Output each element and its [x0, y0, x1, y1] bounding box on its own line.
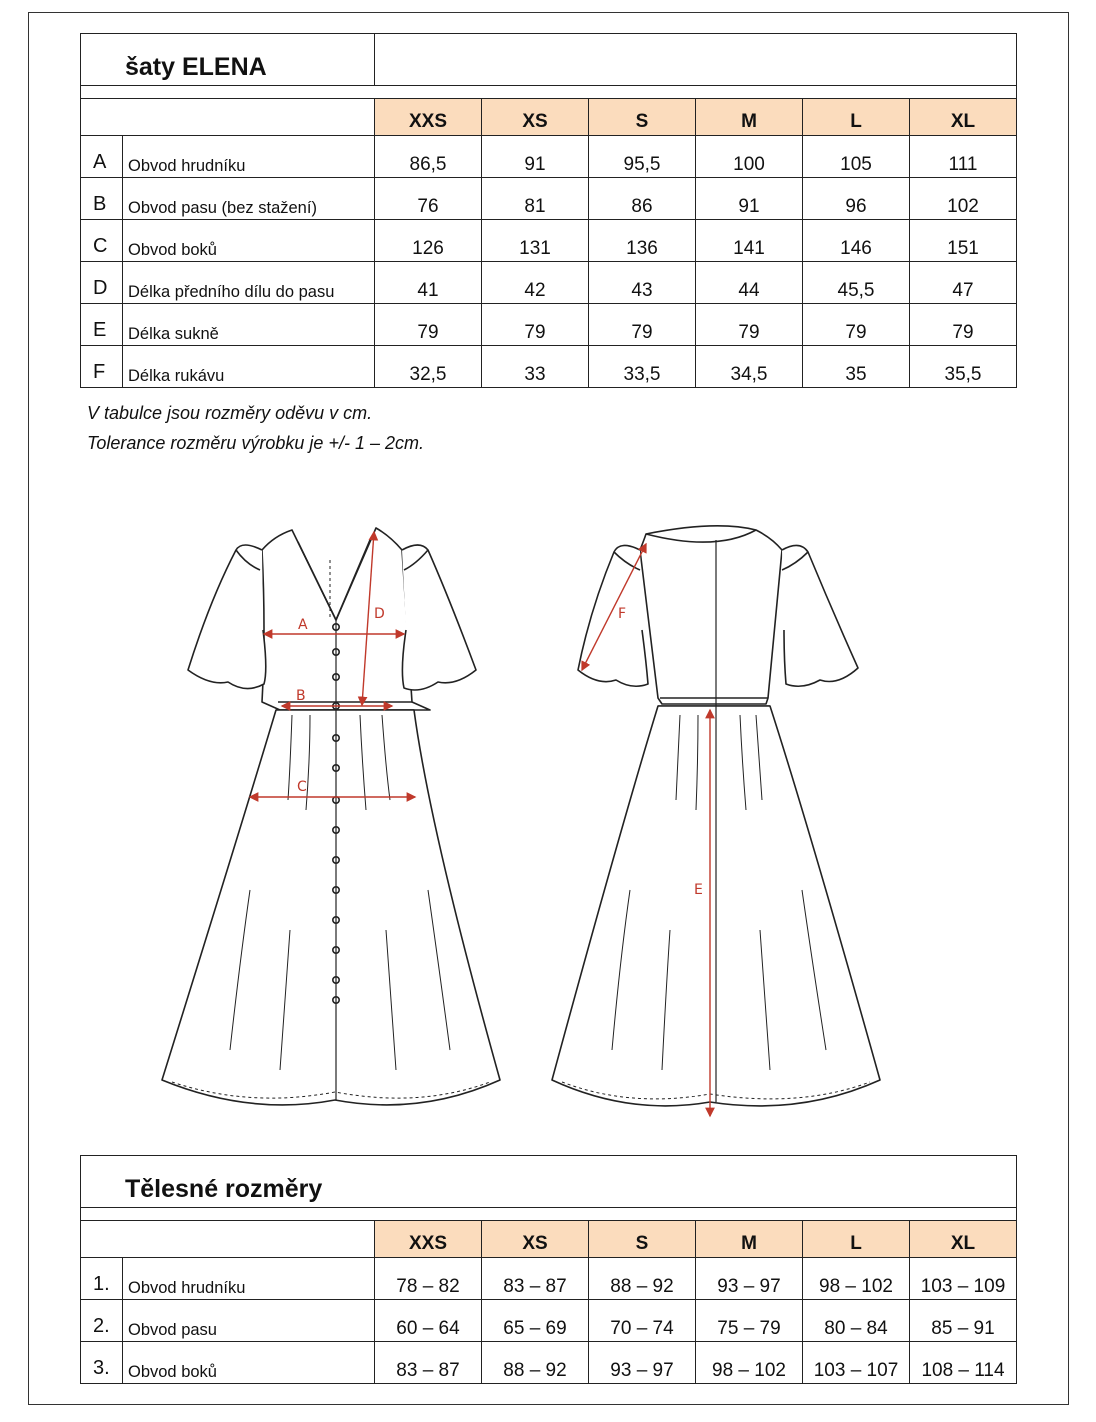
table-cell: 34,5	[696, 346, 803, 388]
size-header-s: S	[589, 99, 696, 136]
table-cell: 41	[375, 262, 482, 304]
row-key: D	[81, 262, 123, 304]
table-cell: 103 – 107	[803, 1342, 910, 1384]
dress-front-view	[162, 528, 500, 1105]
table-cell: 108 – 114	[910, 1342, 1017, 1384]
table-cell: 86,5	[375, 136, 482, 178]
table-cell: 35,5	[910, 346, 1017, 388]
table-cell: 70 – 74	[589, 1300, 696, 1342]
table-cell: 105	[803, 136, 910, 178]
table-row	[81, 136, 1017, 178]
dress-back-view	[552, 526, 880, 1106]
table-cell: 141	[696, 220, 803, 262]
table-row	[81, 262, 1017, 304]
table-cell: 98 – 102	[803, 1258, 910, 1300]
size-header-m: M	[696, 99, 803, 136]
garment-rows	[81, 136, 1017, 388]
garment-size-table	[80, 33, 1017, 388]
table-cell: 88 – 92	[482, 1342, 589, 1384]
row-key: C	[81, 220, 123, 262]
table-cell: 35	[803, 346, 910, 388]
size-header-xl: XL	[910, 99, 1017, 136]
table-cell: 47	[910, 262, 1017, 304]
garment-size-header	[81, 99, 1017, 136]
row-label: Obvod pasu	[123, 1300, 375, 1342]
note-units: V tabulce jsou rozměry oděvu v cm.	[87, 403, 373, 423]
body-size-header-s: S	[589, 1221, 696, 1258]
row-key: 3.	[81, 1342, 123, 1384]
table-cell: 79	[910, 304, 1017, 346]
body-size-table	[80, 1155, 1017, 1384]
row-label: Obvod hrudníku	[123, 1258, 375, 1300]
table-cell: 85 – 91	[910, 1300, 1017, 1342]
table-cell: 33	[482, 346, 589, 388]
table-cell: 65 – 69	[482, 1300, 589, 1342]
table-cell: 88 – 92	[589, 1258, 696, 1300]
body-table-title: Tělesné rozměry	[81, 1156, 1017, 1208]
table-cell: 93 – 97	[589, 1342, 696, 1384]
body-size-header-xs: XS	[482, 1221, 589, 1258]
body-size-header	[81, 1221, 1017, 1258]
table-cell: 33,5	[589, 346, 696, 388]
table-cell: 79	[482, 304, 589, 346]
table-cell: 151	[910, 220, 1017, 262]
table-cell: 45,5	[803, 262, 910, 304]
row-label: Obvod boků	[123, 220, 375, 262]
table-row	[81, 1342, 1017, 1384]
table-cell: 76	[375, 178, 482, 220]
table-cell: 78 – 82	[375, 1258, 482, 1300]
table-cell: 100	[696, 136, 803, 178]
table-row	[81, 304, 1017, 346]
label-b: B	[296, 688, 306, 704]
dress-technical-drawing	[150, 510, 910, 1130]
table-cell: 79	[589, 304, 696, 346]
row-key: F	[81, 346, 123, 388]
label-c: C	[297, 779, 307, 795]
table-cell: 44	[696, 262, 803, 304]
table-cell: 79	[375, 304, 482, 346]
table-cell: 80 – 84	[803, 1300, 910, 1342]
body-size-header-m: M	[696, 1221, 803, 1258]
table-cell: 43	[589, 262, 696, 304]
table-cell: 131	[482, 220, 589, 262]
row-label: Obvod boků	[123, 1342, 375, 1384]
table-cell: 136	[589, 220, 696, 262]
table-cell: 79	[696, 304, 803, 346]
table-cell: 83 – 87	[375, 1342, 482, 1384]
size-header-l: L	[803, 99, 910, 136]
table-cell: 96	[803, 178, 910, 220]
row-key: 2.	[81, 1300, 123, 1342]
size-header-xxs: XXS	[375, 99, 482, 136]
size-header-xs: XS	[482, 99, 589, 136]
table-cell: 91	[482, 136, 589, 178]
row-key: B	[81, 178, 123, 220]
table-cell: 91	[696, 178, 803, 220]
row-label: Délka předního dílu do pasu	[123, 262, 375, 304]
row-key: 1.	[81, 1258, 123, 1300]
table-cell: 103 – 109	[910, 1258, 1017, 1300]
table-cell: 81	[482, 178, 589, 220]
table-cell: 102	[910, 178, 1017, 220]
table-cell: 60 – 64	[375, 1300, 482, 1342]
table-cell: 83 – 87	[482, 1258, 589, 1300]
body-size-header-l: L	[803, 1221, 910, 1258]
body-size-header-xl: XL	[910, 1221, 1017, 1258]
table-cell: 111	[910, 136, 1017, 178]
row-key: E	[81, 304, 123, 346]
row-label: Obvod pasu (bez stažení)	[123, 178, 375, 220]
table-cell: 93 – 97	[696, 1258, 803, 1300]
label-d: D	[374, 606, 385, 622]
table-row	[81, 1300, 1017, 1342]
table-cell: 126	[375, 220, 482, 262]
label-f: F	[618, 606, 627, 622]
table-cell: 95,5	[589, 136, 696, 178]
table-cell: 75 – 79	[696, 1300, 803, 1342]
measurement-notes	[87, 398, 424, 458]
table-cell: 42	[482, 262, 589, 304]
table-row	[81, 220, 1017, 262]
note-tolerance: Tolerance rozměru výrobku je +/- 1 – 2cm.	[87, 433, 424, 453]
row-label: Délka sukně	[123, 304, 375, 346]
label-a: A	[298, 617, 308, 633]
table-row	[81, 178, 1017, 220]
table-cell: 146	[803, 220, 910, 262]
table-cell: 32,5	[375, 346, 482, 388]
table-cell: 98 – 102	[696, 1342, 803, 1384]
row-label: Délka rukávu	[123, 346, 375, 388]
garment-table-title: šaty ELENA	[81, 34, 375, 86]
row-label: Obvod hrudníku	[123, 136, 375, 178]
table-row	[81, 346, 1017, 388]
table-cell: 86	[589, 178, 696, 220]
body-rows	[81, 1258, 1017, 1384]
table-cell: 79	[803, 304, 910, 346]
row-key: A	[81, 136, 123, 178]
body-size-header-xxs: XXS	[375, 1221, 482, 1258]
label-e: E	[694, 882, 703, 898]
table-row	[81, 1258, 1017, 1300]
